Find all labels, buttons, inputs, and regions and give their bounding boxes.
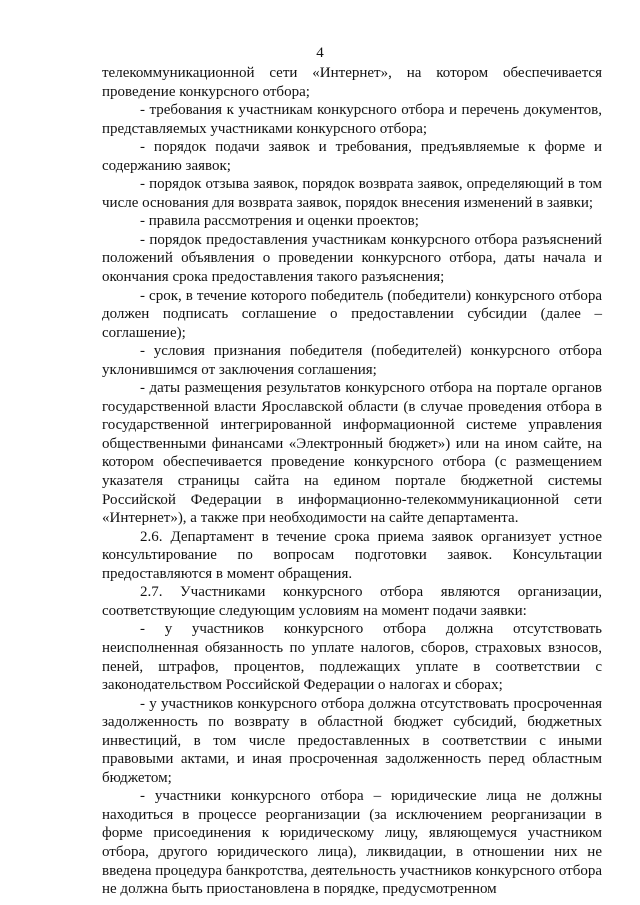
paragraph-reorganization: - участники конкурсного отбора – юридические лица не должны находиться в процессе реорганизации (за исключением реорганизации в форме присоединения к юридическому лицу, являющемуся участником отбора, другого юридического лица), ликвидации, в отношении них не введена процедура банкротства, деятельность участников конкурсного отбора не должна быть приостановлена в порядке, предусмотренном <box>102 788 602 898</box>
paragraph-withdrawal-procedure: - порядок отзыва заявок, порядок возврата заявок, определяющий в том числе основания для возврата заявок, порядок внесения изменений в заявки; <box>102 176 602 211</box>
paragraph-application-procedure: - порядок подачи заявок и требования, предъявляемые к форме и содержанию заявок; <box>102 139 602 174</box>
paragraph-evasion-conditions: - условия признания победителя (победителей) конкурсного отбора уклонившимся от заключения соглашения; <box>102 343 602 378</box>
paragraph-agreement-deadline: - срок, в течение которого победитель (победители) конкурсного отбора должен подписать соглашение о предоставлении субсидии (далее – соглашение); <box>102 287 602 341</box>
paragraph-continuation: телекоммуникационной сети «Интернет», на котором обеспечивается проведение конкурсного отбора; <box>102 65 602 100</box>
paragraph-tax-obligations: - у участников конкурсного отбора должна отсутствовать неисполненная обязанность по уплате налогов, сборов, страховых взносов, пеней, штрафов, процентов, подлежащих уплате в соответствии с законодательством Российской Федерации о налогах и сборах; <box>102 621 602 694</box>
paragraph-results-publication: - даты размещения результатов конкурсного отбора на портале органов государственной власти Ярославской области (в случае проведения отбора в государственной интегрированной информационной системе управления общественными финансами «Электронный бюджет») или на ином сайте, на котором обеспечивается проведение конкурсного отбора (с размещением указателя страницы сайта на едином портале бюджетной системы Российской Федерации в информационно-телекоммуникационной сети «Интернет»), а также при необходимости на сайте департамента. <box>102 380 602 527</box>
paragraph-evaluation-rules: - правила рассмотрения и оценки проектов; <box>140 213 419 230</box>
paragraph-requirements-list: - требования к участникам конкурсного отбора и перечень документов, представляемых участниками конкурсного отбора; <box>102 102 602 137</box>
paragraph-section-2-6: 2.6. Департамент в течение срока приема заявок организует устное консультирование по вопросам подготовки заявок. Консультации предоставляются в момент обращения. <box>102 528 602 582</box>
paragraph-clarification-procedure: - порядок предоставления участникам конкурсного отбора разъяснений положений объявления о проведении конкурсного отбора, даты начала и окончания срока предоставления такого разъяснения; <box>102 231 602 286</box>
document-body <box>102 64 602 899</box>
paragraph-overdue-debt: - у участников конкурсного отбора должна отсутствовать просроченная задолженность по возврату в областной бюджет субсидий, бюджетных инвестиций, в том числе предоставленных в соответствии с иными правовыми актами, и иная просроченная задолженность перед областным бюджетом; <box>102 695 602 786</box>
paragraph-section-2-7: 2.7. Участниками конкурсного отбора являются организации, соответствующие следующим условиям на момент подачи заявки: <box>102 584 602 619</box>
page-number: 4 <box>316 45 324 61</box>
